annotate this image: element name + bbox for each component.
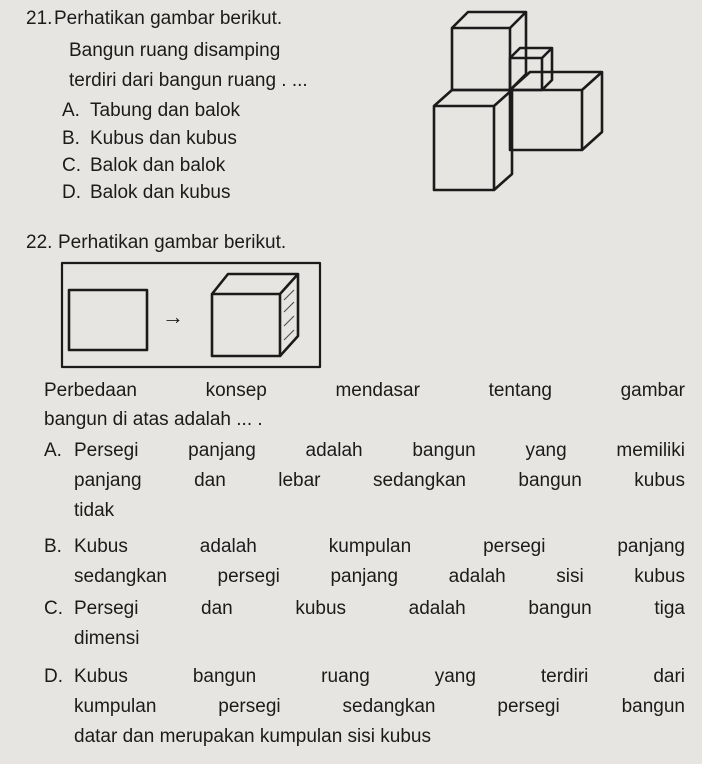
- q22-option-c-line-2: dimensi: [74, 628, 140, 649]
- q22-stem-line-2: bangun di atas adalah ... .: [44, 409, 263, 430]
- q21-prompt-line-2: Bangun ruang disamping: [69, 40, 281, 61]
- q22-option-a-line-2: panjang dan lebar sedangkan bangun kubus: [74, 470, 685, 491]
- q21-option-c-letter: C.: [62, 155, 81, 176]
- q21-option-b-text: Kubus dan kubus: [90, 128, 237, 149]
- right-block: [510, 72, 602, 150]
- top-left-cube: [452, 12, 526, 90]
- q22-option-d-letter: D.: [44, 666, 63, 687]
- bottom-left-cube: [434, 90, 512, 190]
- cube-shape: [212, 274, 298, 356]
- q22-option-b-letter: B.: [44, 536, 62, 557]
- q22-option-d-line-3: datar dan merupakan kumpulan sisi kubus: [74, 726, 431, 747]
- small-cube: [510, 48, 552, 90]
- q22-number: 22.: [26, 232, 53, 253]
- arrow-right-icon: →: [162, 304, 184, 329]
- q21-option-c-text: Balok dan balok: [90, 155, 226, 176]
- square-shape: [69, 290, 147, 350]
- figure-frame: [62, 263, 320, 367]
- q21-option-d-letter: D.: [62, 182, 81, 203]
- q22-option-a-line-1: Persegi panjang adalah bangun yang memiliki: [74, 440, 685, 461]
- q22-stem-line-1: Perbedaan konsep mendasar tentang gambar: [44, 380, 685, 401]
- q22-option-b-line-1: Kubus adalah kumpulan persegi panjang: [74, 536, 685, 557]
- q22-option-a-letter: A.: [44, 440, 62, 461]
- q22-option-c-letter: C.: [44, 598, 63, 619]
- q21-option-d-text: Balok dan kubus: [90, 182, 231, 203]
- q21-option-a-letter: A.: [62, 100, 80, 121]
- q21-prompt-line-1: Perhatikan gambar berikut.: [54, 8, 283, 29]
- q21-number: 21.: [26, 8, 53, 29]
- q21-option-b-letter: B.: [62, 128, 80, 149]
- q22-prompt: Perhatikan gambar berikut.: [58, 232, 287, 253]
- q22-option-d-line-1: Kubus bangun ruang yang terdiri dari: [74, 666, 685, 687]
- q22-option-a-line-3: tidak: [74, 500, 115, 521]
- q22-option-b-line-2: sedangkan persegi panjang adalah sisi kubus: [74, 566, 685, 587]
- q22-option-d-line-2: kumpulan persegi sedangkan persegi bangun: [74, 696, 685, 717]
- q21-prompt-line-3: terdiri dari bangun ruang . ...: [69, 70, 308, 91]
- q21-option-a-text: Tabung dan balok: [90, 100, 241, 121]
- q22-option-c-line-1: Persegi dan kubus adalah bangun tiga: [74, 598, 685, 619]
